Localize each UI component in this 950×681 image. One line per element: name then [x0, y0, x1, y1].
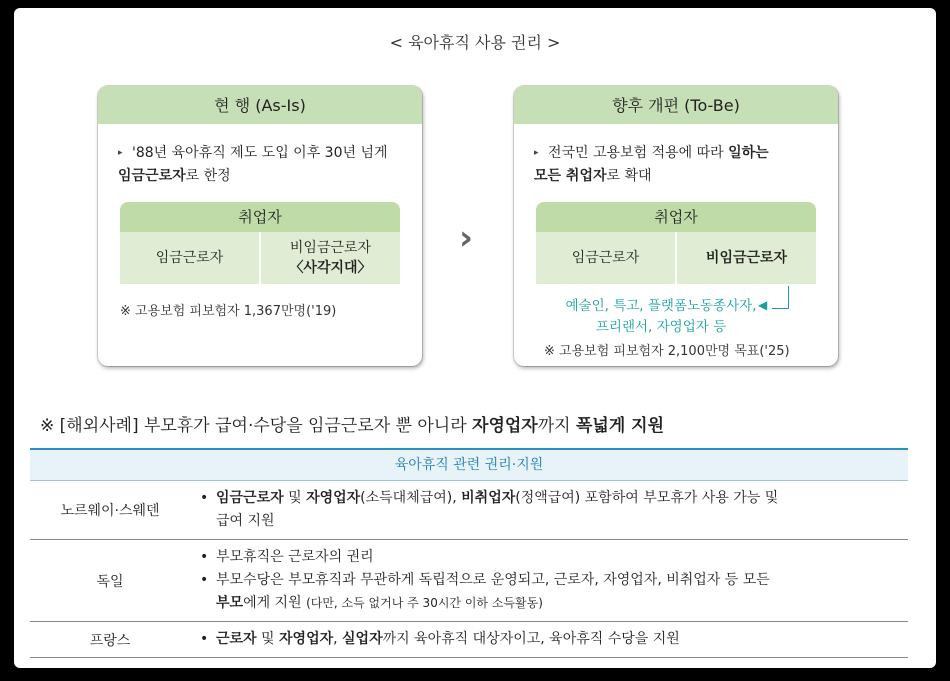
text-bold: 자영업자: [279, 631, 334, 647]
to-be-desc-normal: 전국민 고용보험 적용에 따라: [548, 145, 729, 161]
overseas-table-header: 육아휴직 관련 권리·지원: [30, 448, 908, 481]
document-sheet: [14, 8, 936, 668]
arrow-left-icon: ◀: [758, 298, 768, 312]
as-is-description: [118, 142, 408, 188]
text-bold: 비취업자: [461, 490, 516, 506]
as-is-title: 현 행 (As-Is): [98, 86, 422, 124]
as-is-table-header: 취업자: [120, 202, 400, 232]
page-heading: < 육아휴직 사용 권리 >: [389, 33, 561, 52]
country-cell: 노르웨이·스웨덴: [60, 503, 160, 519]
text-bold: 자영업자: [306, 490, 361, 506]
table-row-norway-sweden: [30, 481, 908, 540]
to-be-description: [534, 142, 824, 188]
overseas-cases-title: [40, 411, 664, 436]
to-be-cell-non-wage-worker: 비임금근로자: [675, 232, 816, 284]
to-be-included-groups: [536, 296, 786, 338]
as-is-cell2-line1: 비임금근로자: [289, 240, 372, 256]
text: (소득대체급여),: [360, 490, 462, 506]
as-is-table-row: [120, 232, 400, 284]
text: ,: [333, 631, 343, 647]
support-cell: [190, 622, 908, 657]
to-be-table-header: 취업자: [536, 202, 816, 232]
to-be-cell-wage-worker: 임금근로자: [571, 250, 640, 266]
to-be-desc-rest: 로 확대: [606, 168, 652, 184]
as-is-desc-bold: 임금근로자: [118, 168, 186, 184]
as-is-desc-rest: 로 한정: [185, 168, 231, 184]
as-is-cell-wage-worker: 임금근로자: [155, 250, 224, 266]
to-be-groups-line2: 프리랜서, 자영업자 등: [595, 319, 727, 335]
overseas-title-mid: 까지: [537, 416, 576, 436]
to-be-groups-line1: 예술인, 특고, 플랫폼노동종사자,: [565, 298, 757, 314]
bullet-dot-icon: •: [200, 572, 209, 588]
country-cell: 독일: [96, 573, 124, 590]
to-be-note: ※ 고용보험 피보험자 2,100만명 목표('25): [544, 344, 790, 359]
to-be-title: 향후 개편 (To-Be): [514, 86, 838, 124]
as-is-cell-non-wage-worker: [259, 232, 400, 284]
text: 급여 지원: [216, 513, 275, 529]
text: 에게 지원: [243, 595, 307, 611]
list-item: [198, 546, 898, 569]
as-is-cell2-line2: 〈사각지대〉: [289, 260, 372, 276]
text: (정액급여) 포함하여 부모휴가 사용 가능 및: [515, 490, 779, 506]
list-item: [198, 569, 898, 615]
list-item: [198, 487, 898, 533]
support-cell: [190, 481, 908, 539]
text: 및: [256, 631, 280, 647]
overseas-cases-table: [30, 448, 908, 658]
to-be-table-row: [536, 232, 816, 284]
to-be-panel: [514, 86, 838, 366]
bullet-dot-icon: •: [200, 631, 209, 647]
text-bold: 실업자: [342, 631, 383, 647]
as-is-table: [120, 202, 400, 284]
as-is-desc-line1: '88년 육아휴직 제도 도입 이후 30년 넘게: [132, 145, 388, 161]
text-bold: 임금근로자: [216, 490, 284, 506]
country-cell: 프랑스: [89, 632, 131, 649]
text: 까지 육아휴직 대상자이고, 육아휴직 수당을 지원: [382, 631, 680, 647]
to-be-desc-bold2: 모든 취업자: [534, 168, 607, 184]
to-be-desc-line2: [534, 165, 824, 188]
to-be-desc-line1: [534, 142, 824, 165]
as-is-note: ※ 고용보험 피보험자 1,367만명('19): [120, 304, 337, 319]
as-is-panel: [98, 86, 422, 366]
to-be-table: [536, 202, 816, 284]
text-bold: 근로자: [216, 631, 257, 647]
overseas-title-prefix: ※ [해외사례] 부모휴가 급여·수당을 임금근로자 뿐 아니라: [40, 416, 473, 436]
table-row-france: [30, 622, 908, 658]
text: 및: [283, 490, 307, 506]
text-bold: 부모: [216, 595, 244, 611]
text-small: (다만, 소득 없거나 주 30시간 이하 소득활동): [306, 596, 543, 610]
overseas-title-bold1: 자영업자: [472, 416, 538, 436]
bullet-dot-icon: •: [200, 549, 209, 565]
return-arrow-icon: [772, 286, 789, 309]
text: 부모휴직은 근로자의 권리: [216, 549, 374, 565]
bullet-dot-icon: •: [200, 490, 209, 506]
support-cell: [190, 540, 908, 621]
table-row-germany: [30, 540, 908, 622]
bullet-triangle-icon: ▸: [118, 148, 123, 158]
overseas-title-bold2: 폭넓게 지원: [575, 416, 665, 436]
chevron-right-icon: ›: [459, 218, 474, 258]
list-item: [198, 628, 898, 651]
bullet-triangle-icon: ▸: [534, 148, 539, 158]
as-is-desc-line2: [118, 165, 408, 188]
to-be-desc-bold1: 일하는: [728, 145, 769, 161]
text: 부모수당은 부모휴직과 무관하게 독립적으로 운영되고, 근로자, 자영업자, 비취업자 등 모든: [216, 572, 770, 588]
